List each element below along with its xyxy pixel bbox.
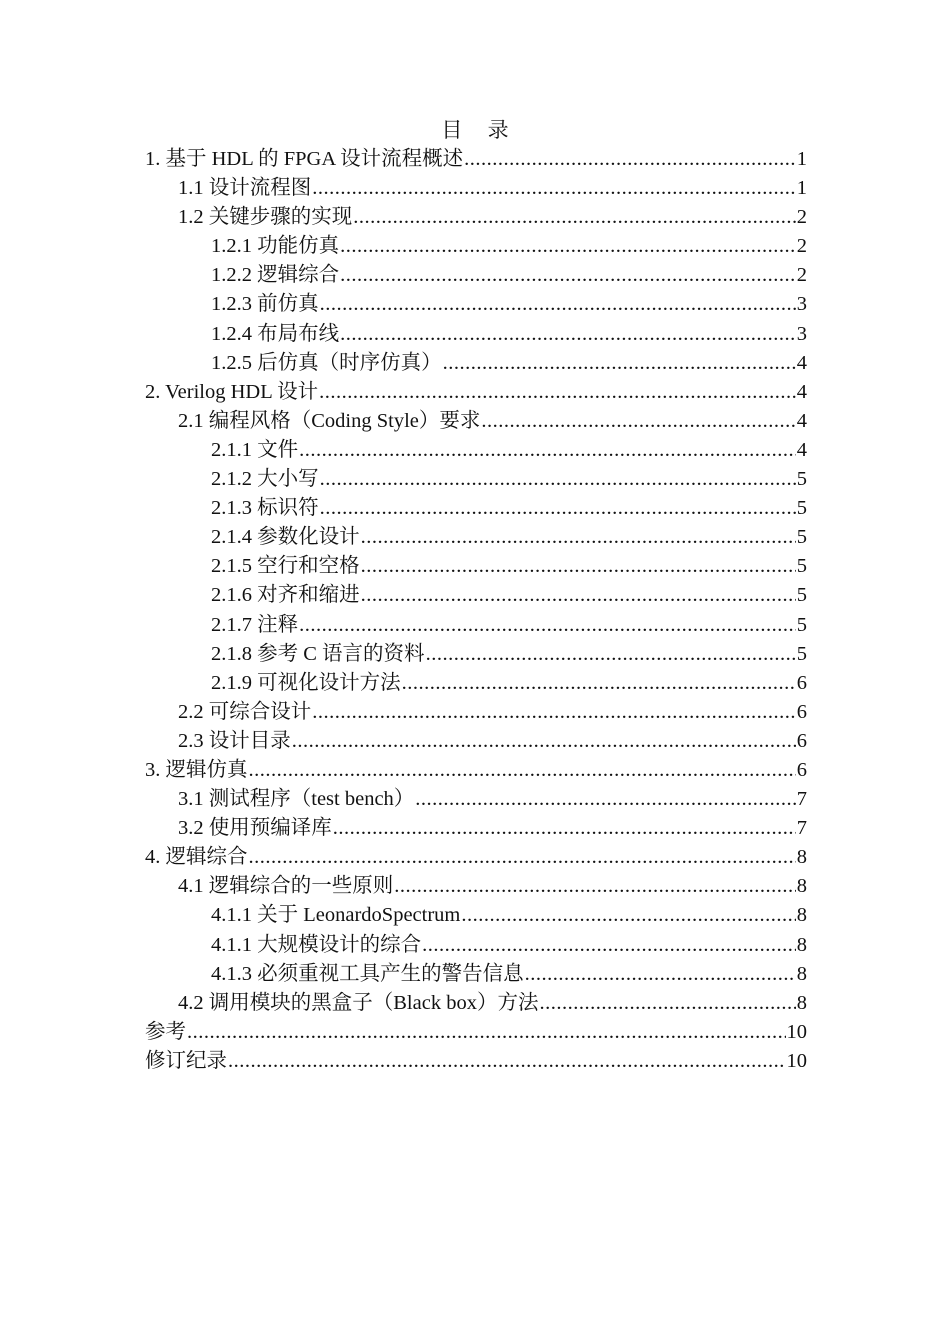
toc-entry-page-number: 2 — [796, 235, 807, 258]
toc-entry-page-number: 3 — [796, 322, 807, 345]
toc-dot-leader — [340, 320, 796, 349]
toc-dot-leader — [464, 145, 796, 174]
toc-entry[interactable] — [145, 989, 807, 1018]
toc-entry-page-number: 8 — [796, 933, 807, 956]
toc-entry-page-number: 8 — [796, 962, 807, 985]
toc-entry-page-number: 6 — [796, 758, 807, 781]
toc-entry-title: 2.3 设计目录 — [178, 729, 291, 752]
toc-entry-page-number: 4 — [796, 438, 807, 461]
toc-entry-title: 2.1.6 对齐和缩进 — [211, 584, 360, 607]
toc-entry[interactable] — [145, 1047, 807, 1076]
toc-dot-leader — [422, 931, 796, 960]
toc-entry-page-number: 6 — [796, 700, 807, 723]
toc-entry-title: 4.1.3 必须重视工具产生的警告信息 — [211, 962, 524, 985]
toc-dot-leader — [299, 436, 796, 465]
toc-entry-page-number: 6 — [796, 729, 807, 752]
toc-entry-title: 1.1 设计流程图 — [178, 177, 312, 200]
toc-dot-leader — [292, 727, 796, 756]
toc-entry-title: 1.2.4 布局布线 — [211, 322, 340, 345]
toc-entry-page-number: 5 — [796, 584, 807, 607]
toc-dot-leader — [361, 552, 796, 581]
toc-dot-leader — [340, 261, 796, 290]
toc-dot-leader — [394, 872, 796, 901]
toc-entry-title: 1. 基于 HDL 的 FPGA 设计流程概述 — [145, 148, 464, 170]
toc-entry-title: 2.1.1 文件 — [211, 438, 299, 461]
toc-title: 目 录 — [441, 118, 519, 142]
toc-dot-leader — [426, 640, 796, 669]
toc-dot-leader — [539, 989, 795, 1018]
toc-entry[interactable] — [145, 523, 807, 552]
toc-entry[interactable] — [145, 320, 807, 349]
toc-entry-title: 1.2.5 后仿真（时序仿真） — [211, 351, 442, 374]
toc-dot-leader — [319, 378, 796, 407]
toc-dot-leader — [353, 203, 796, 232]
toc-entry[interactable] — [145, 552, 807, 581]
toc-entry-title: 修订纪录 — [145, 1049, 227, 1072]
toc-entry[interactable] — [145, 1018, 807, 1047]
toc-entry-title: 3.1 测试程序（test bench） — [178, 788, 415, 811]
toc-entry-title: 4.1 逻辑综合的一些原则 — [178, 875, 394, 898]
toc-entry[interactable] — [145, 174, 807, 203]
toc-entry[interactable] — [145, 465, 807, 494]
toc-dot-leader — [402, 669, 796, 698]
toc-entry[interactable] — [145, 756, 807, 785]
toc-entry-title: 4. 逻辑综合 — [145, 846, 248, 869]
toc-dot-leader — [361, 581, 796, 610]
toc-entry-page-number: 2 — [796, 264, 807, 287]
toc-entry-page-number: 5 — [796, 526, 807, 549]
toc-entry-title: 2. Verilog HDL 设计 — [145, 380, 319, 403]
toc-entry[interactable] — [145, 261, 807, 290]
toc-entry[interactable] — [145, 814, 807, 843]
toc-entry-page-number: 4 — [796, 380, 807, 403]
toc-dot-leader — [361, 523, 796, 552]
toc-entry-title: 4.2 调用模块的黑盒子（Black box）方法 — [178, 991, 539, 1014]
toc-dot-leader — [312, 174, 796, 203]
toc-entry-page-number: 7 — [796, 817, 807, 840]
toc-dot-leader — [320, 494, 796, 523]
toc-entry-title: 2.2 可综合设计 — [178, 700, 312, 723]
toc-entry[interactable] — [145, 290, 807, 319]
toc-entry[interactable] — [145, 145, 807, 174]
toc-entry-page-number: 10 — [786, 1049, 807, 1072]
toc-entry[interactable] — [145, 581, 807, 610]
toc-dot-leader — [481, 407, 795, 436]
toc-entry-title: 3.2 使用预编译库 — [178, 817, 332, 840]
toc-entry[interactable] — [145, 698, 807, 727]
toc-entry-title: 4.1.1 关于 LeonardoSpectrum — [211, 904, 461, 927]
toc-entry-title: 1.2.1 功能仿真 — [211, 235, 340, 258]
toc-entry[interactable] — [145, 232, 807, 261]
toc-dot-leader — [312, 698, 796, 727]
toc-entry-title: 2.1.4 参数化设计 — [211, 526, 360, 549]
toc-dot-leader — [340, 232, 796, 261]
toc-entry[interactable] — [145, 378, 807, 407]
toc-entry[interactable] — [145, 611, 807, 640]
toc-dot-leader — [249, 756, 796, 785]
toc-entry-page-number: 6 — [796, 671, 807, 694]
toc-entry[interactable] — [145, 960, 807, 989]
toc-entry[interactable] — [145, 203, 807, 232]
toc-entry-title: 4.1.1 大规模设计的综合 — [211, 933, 422, 956]
toc-dot-leader — [228, 1047, 786, 1076]
toc-dot-leader — [525, 960, 796, 989]
toc-entry-title: 1.2 关键步骤的实现 — [178, 206, 353, 229]
toc-entry-page-number: 1 — [796, 177, 807, 200]
toc-entry[interactable] — [145, 407, 807, 436]
toc-entry-page-number: 5 — [796, 555, 807, 578]
toc-dot-leader — [333, 814, 796, 843]
toc-entry-page-number: 10 — [786, 1020, 807, 1043]
toc-entry-page-number: 5 — [796, 497, 807, 520]
toc-dot-leader — [320, 465, 796, 494]
toc-dot-leader — [299, 611, 796, 640]
toc-dot-leader — [320, 290, 796, 319]
toc-entry[interactable] — [145, 640, 807, 669]
toc-entry[interactable] — [145, 436, 807, 465]
toc-entry[interactable] — [145, 872, 807, 901]
toc-entry[interactable] — [145, 669, 807, 698]
toc-dot-leader — [443, 349, 796, 378]
toc-entry-title: 2.1.5 空行和空格 — [211, 555, 360, 578]
toc-entry-page-number: 5 — [796, 642, 807, 665]
toc-dot-leader — [249, 843, 796, 872]
toc-entry[interactable] — [145, 349, 807, 378]
toc-entry-page-number: 4 — [796, 351, 807, 374]
toc-entry-title: 1.2.3 前仿真 — [211, 293, 319, 316]
toc-entry[interactable] — [145, 494, 807, 523]
toc-dot-leader — [461, 901, 795, 930]
toc-entry[interactable] — [145, 901, 807, 930]
toc-entry[interactable] — [145, 785, 807, 814]
toc-entry-title: 2.1 编程风格（Coding Style）要求 — [178, 409, 481, 432]
toc-entry[interactable] — [145, 843, 807, 872]
toc-entry[interactable] — [145, 931, 807, 960]
toc-entry-title: 2.1.9 可视化设计方法 — [211, 671, 401, 694]
toc-entry-title: 2.1.7 注释 — [211, 613, 299, 636]
toc-entry-page-number: 3 — [796, 293, 807, 316]
toc-entry-title: 1.2.2 逻辑综合 — [211, 264, 340, 287]
toc-entry-title: 2.1.3 标识符 — [211, 497, 319, 520]
toc-entry-page-number: 5 — [796, 468, 807, 491]
toc-entry-title: 2.1.2 大小写 — [211, 468, 319, 491]
toc-entry-page-number: 2 — [796, 206, 807, 229]
toc-dot-leader — [187, 1018, 786, 1047]
toc-entry-page-number: 8 — [796, 846, 807, 869]
toc-entry-page-number: 8 — [796, 904, 807, 927]
toc-entry-page-number: 7 — [796, 788, 807, 811]
toc-entry[interactable] — [145, 727, 807, 756]
toc-entry-title: 参考 — [145, 1020, 186, 1043]
toc-entry-page-number: 4 — [796, 409, 807, 432]
toc-entry-page-number: 5 — [796, 613, 807, 636]
toc-entry-title: 2.1.8 参考 C 语言的资料 — [211, 642, 425, 665]
toc-entry-page-number: 8 — [796, 875, 807, 898]
toc-list — [145, 145, 807, 1076]
toc-entry-page-number: 1 — [796, 148, 807, 170]
toc-dot-leader — [415, 785, 795, 814]
toc-entry-title: 3. 逻辑仿真 — [145, 758, 248, 781]
toc-entry-page-number: 8 — [796, 991, 807, 1014]
